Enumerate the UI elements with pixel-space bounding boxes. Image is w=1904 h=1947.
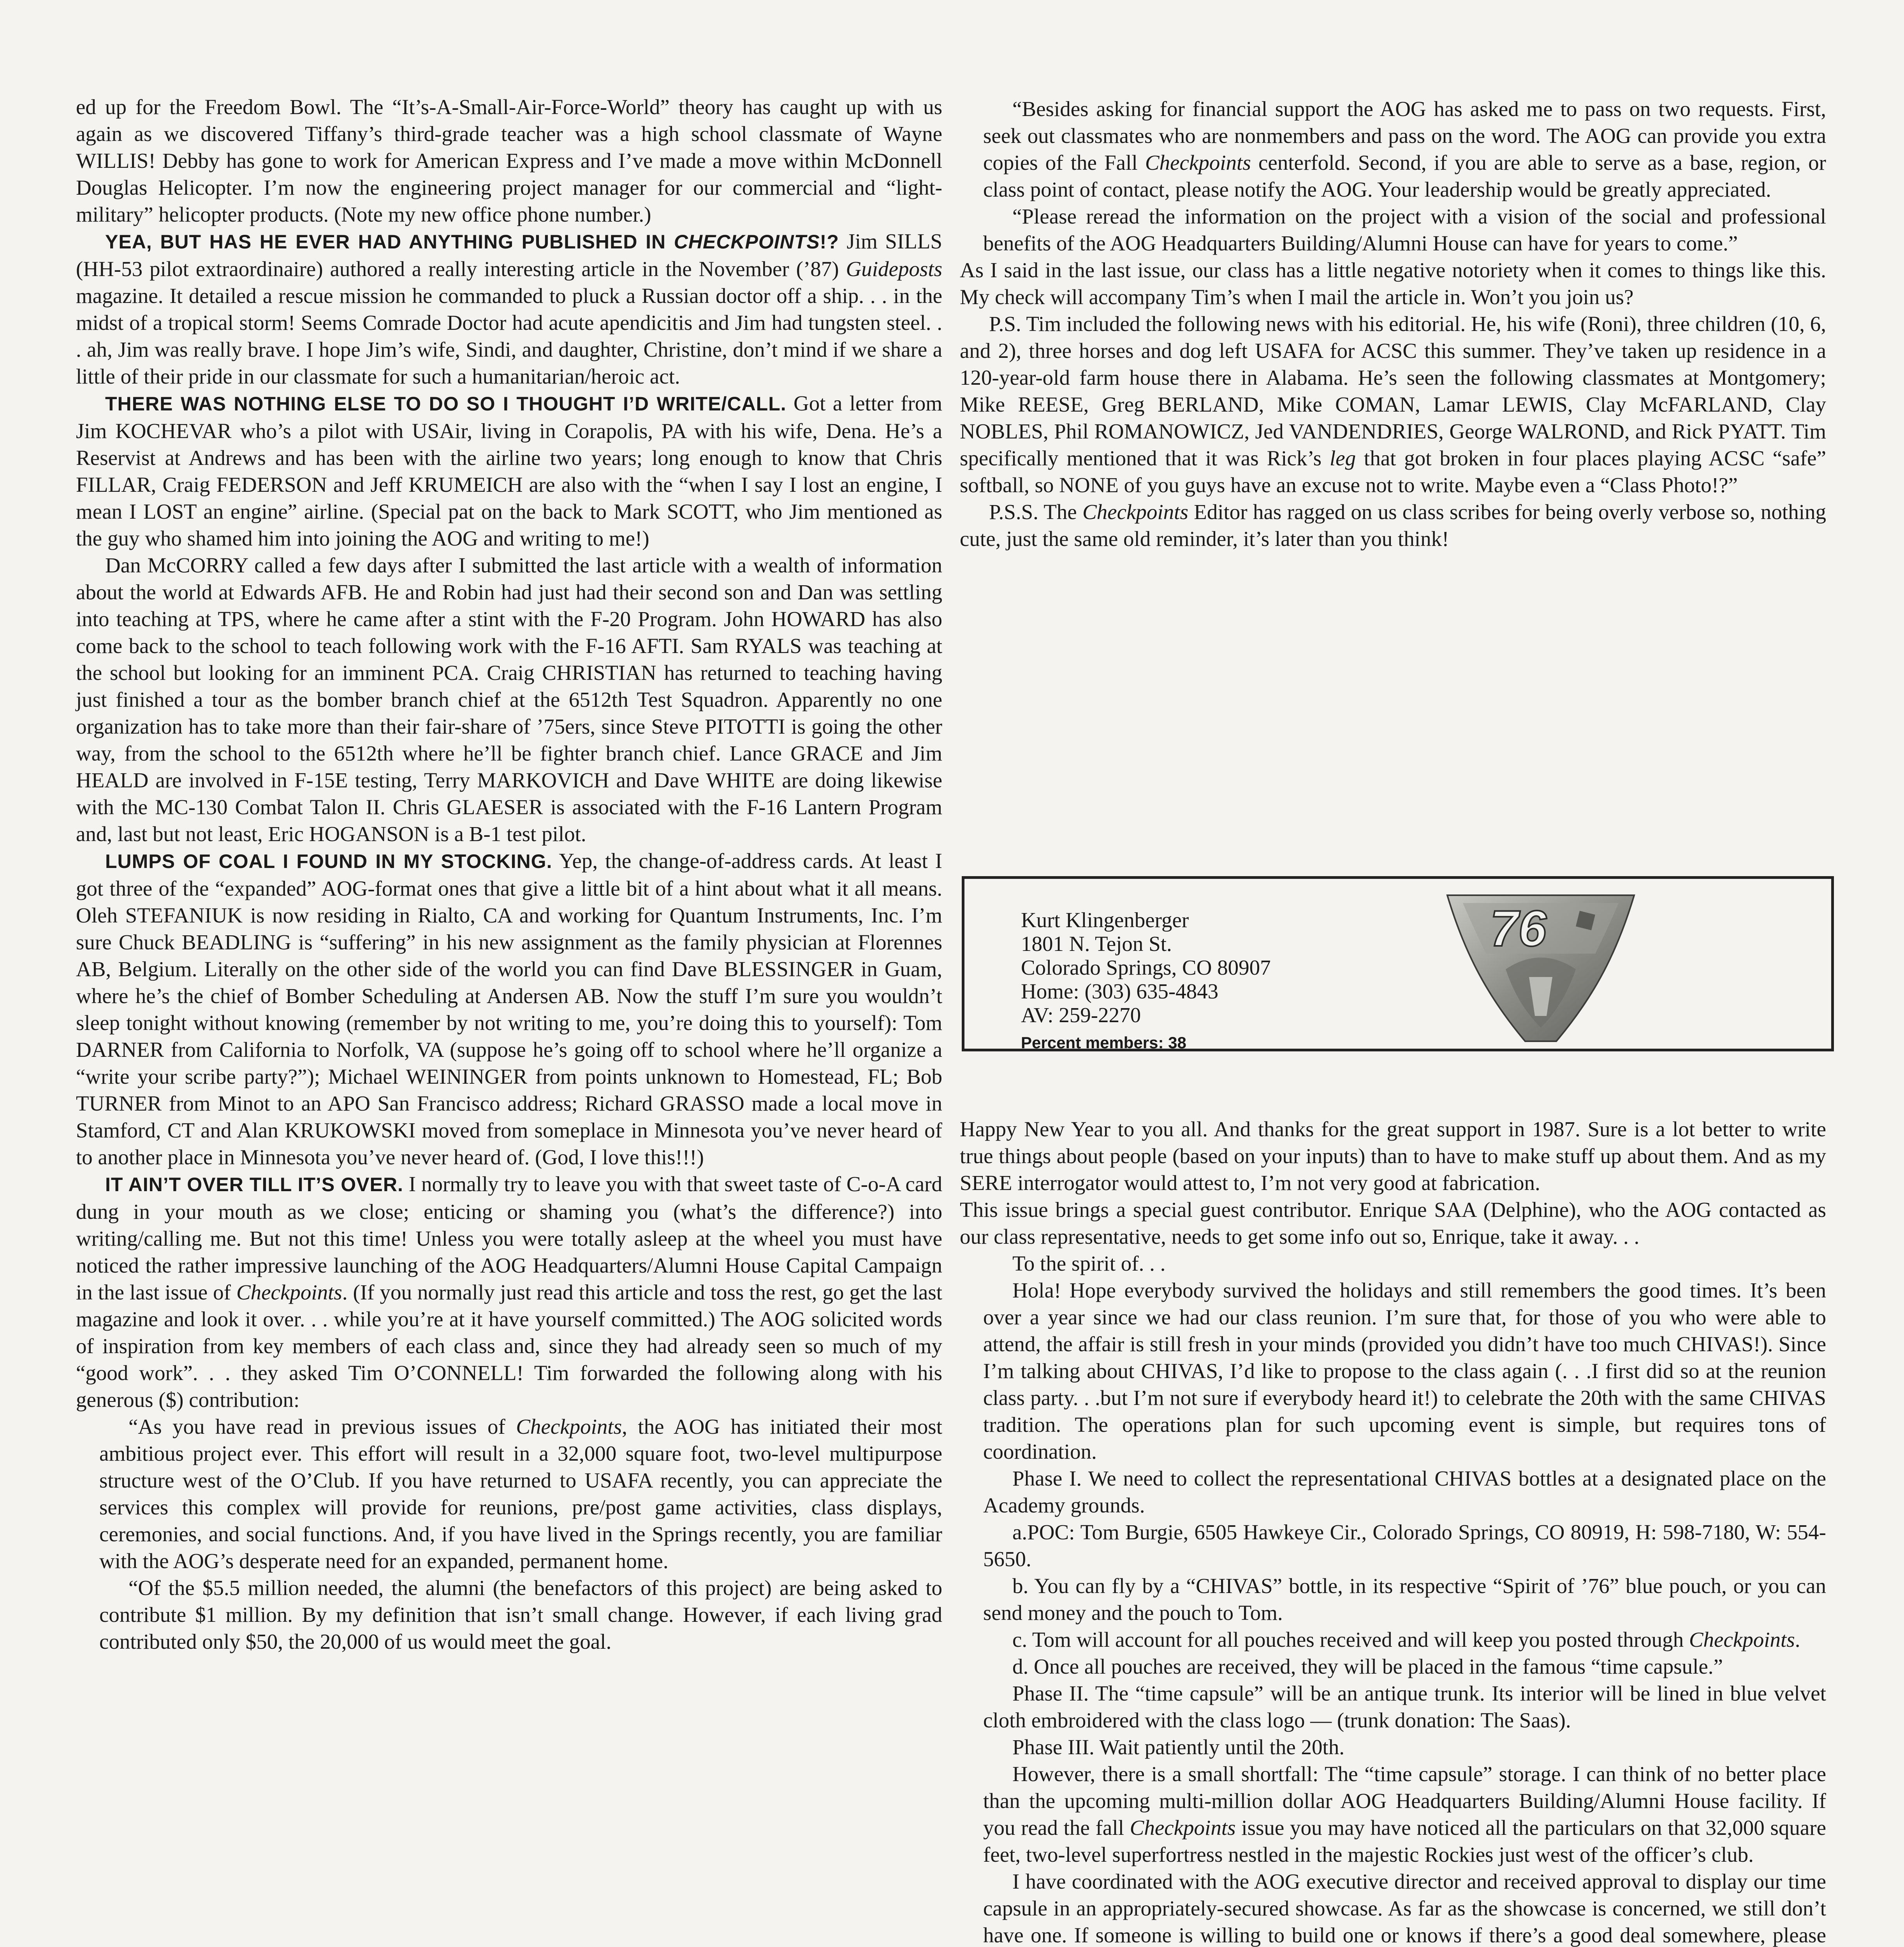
paragraph-hola: Hola! Hope everybody survived the holidays and still remembers the good times. It’s been over a year since we had our class reunion. I’m sure that, for those of you who were able to attend, the affair is still fresh in your minds (provided you didn’t have too much CHIVAS!). Since I’m talking about CHIVAS, I’d like to propose to the class again (. . .I first did so at the reunion class party. . .but I’m not sure if everybody heard it!) to celebrate the 20th with the same CHIVAS tradition. The operations plan for such upcoming event is simple, but requires tons of coordination.	[983, 1278, 1826, 1463]
paragraph-phase-3: Phase III. Wait patiently until the 20th.	[1012, 1735, 1345, 1759]
svg-text:76: 76	[1490, 900, 1547, 957]
paragraph-published: YEA, BUT HAS HE EVER HAD ANYTHING PUBLISHED IN CHECKPOINTS!? Jim SILLS (HH-53 pilot extraordinaire) authored a really interesting article in the November (’87) Guideposts magazine. It detailed a rescue mission he commanded to pluck a Russian doctor off a ship. . . in the midst of a tropical storm! Seems Comrade Doctor had acute apendicitis and Jim had tungsten steel. . . ah, Jim was really brave. I hope Jim’s wife, Sindi, and daughter, Christine, don’t mind if we share a little of their pride in our classmate for such a humanitarian/heroic act.	[76, 229, 942, 388]
section-heading: IT AIN’T OVER TILL IT’S OVER.	[105, 1174, 403, 1195]
scribe-contact	[1021, 908, 1271, 1054]
paragraph-step-b: b. You can fly by a “CHIVAS” bottle, in its respective “Spirit of ’76” blue pouch, or you can send money and the pouch to Tom.	[983, 1574, 1826, 1625]
paragraph-poc: a.POC: Tom Burgie, 6505 Hawkeye Cir., Colorado Springs, CO 80919, H: 598-7180, W: 554-5650.	[983, 1520, 1826, 1571]
section-heading: YEA, BUT HAS HE EVER HAD ANYTHING PUBLISHED IN CHECKPOINTS!?	[105, 231, 839, 253]
quote-paragraph: “Besides asking for financial support the AOG has asked me to pass on two requests. First, seek out classmates who are nonmembers and pass on the word. The AOG can provide you extra copies of the Fall Checkpoints centerfold. Second, if you are able to serve as a base, region, or class point of contact, please notify the AOG. Your leadership would be greatly appreciated.	[983, 97, 1826, 201]
paragraph-step-c: c. Tom will account for all pouches received and will keep you posted through Checkpoints.	[1012, 1628, 1800, 1651]
paragraph-step-d: d. Once all pouches are received, they will be placed in the famous “time capsule.”	[1012, 1655, 1723, 1678]
left-column	[76, 93, 942, 1655]
right-column-bottom	[960, 1116, 1826, 1947]
scribe-av-phone: AV: 259-2270	[1021, 1003, 1141, 1027]
paragraph-aint-over: IT AIN’T OVER TILL IT’S OVER. I normally try to leave you with that sweet taste of C-o-A card dung in your mouth as we close; enticing or shaming you (what’s the difference?) into writing/calling me. But not this time! Unless you were totally asleep at the wheel you must have noticed the rather impressive launching of the AOG Headquarters/Alumni House Capital Campaign in the last issue of Checkpoints. (If you normally just read this article and toss the rest, go get the last magazine and look it over. . . while you’re at it have yourself committed.) The AOG solicited words of inspiration from key members of each class and, since they had already seen so much of my “good work”. . . they asked Tim O’CONNELL! Tim forwarded the following along with his generous ($) contribution:	[76, 1172, 943, 1412]
scribe-street: 1801 N. Tejon St.	[1021, 932, 1172, 956]
paragraph-edwards: Dan McCORRY called a few days after I submitted the last article with a wealth of information about the world at Edwards AFB. He and Robin had just had their second son and Dan was settling into teaching at TPS, where he came after a stint with the F-20 Program. John HOWARD has also come back to the school to teach following work with the F-16 AFTI. Sam RYALS was teaching at the school but looking for an imminent PCA. Craig CHRISTIAN has returned to teaching having just finished a tour as the bomber branch chief at the 6512th Test Squadron. Apparently no one organization has to take more than their fair-share of ’75ers, since Steve PITOTTI is going the other way, from the school to the 6512th where he’ll be fighter branch chief. Lance GRACE and Jim HEALD are involved in F-15E testing, Terry MARKOVICH and Dave WHITE are doing likewise with the MC-130 Combat Talon II. Chris GLAESER is associated with the F-16 Lantern Program and, last but not least, Eric HOGANSON is a B-1 test pilot.	[76, 553, 942, 846]
paragraph-write-call: THERE WAS NOTHING ELSE TO DO SO I THOUGHT I’D WRITE/CALL. Got a letter from Jim KOCHEVAR who’s a pilot with USAir, living in Corapolis, PA with his wife, Dena. He’s a Reservist at Andrews and has been with the airline two years; long enough to know that Chris FILLAR, Craig FEDERSON and Jeff KRUMEICH are also with the “when I say I lost an engine, I mean I LOST an engine” airline. (Special pat on the back to Mark SCOTT, who Jim mentioned as the guy who shamed him into joining the AOG and writing to me!)	[76, 391, 942, 550]
quote-paragraph: “Of the $5.5 million needed, the alumni (the benefactors of this project) are being asked to contribute $1 million. By my definition that isn’t small change. However, if each living grad contributed only $50, the 20,000 of us would meet the goal.	[99, 1576, 942, 1653]
class-crest-icon	[1439, 887, 1642, 1047]
paragraph-negative-notoriety: As I said in the last issue, our class has a little negative notoriety when it comes to things like this. My check will accompany Tim’s when I mail the article in. Won’t you join us?	[960, 258, 1826, 309]
scribe-home-phone: Home: (303) 635-4843	[1021, 979, 1219, 1003]
quote-paragraph: “Please reread the information on the project with a vision of the social and professional benefits of the AOG Headquarters Building/Alumni House can have for years to come.”	[983, 204, 1826, 255]
paragraph-ps: P.S. Tim included the following news with his editorial. He, his wife (Roni), three children (10, 6, and 2), three horses and dog left USAFA for ACSC this summer. They’ve taken up residence in a 120-year-old farm house there in Alabama. He’s seen the following classmates at Montgomery; Mike REESE, Greg BERLAND, Mike COMAN, Lamar LEWIS, Clay McFARLAND, Clay NOBLES, Phil ROMANOWICZ, Jed VANDENDRIES, George WALROND, and Rick PYATT. Tim specifically mentioned that it was Rick’s leg that got broken in four places playing ACSC “safe” softball, so NONE of you guys have an excuse not to write. Maybe even a “Class Photo!?”	[960, 312, 1826, 497]
paragraph-pss: P.S.S. The Checkpoints Editor has ragged on us class scribes for being overly verbose so, nothing cute, just the same old reminder, it’s later than you think!	[960, 500, 1826, 551]
paragraph-phase-1: Phase I. We need to collect the representational CHIVAS bottles at a designated place on the Academy grounds.	[983, 1466, 1826, 1517]
paragraph-shortfall: However, there is a small shortfall: The “time capsule” storage. I can think of no better place than the upcoming multi-million dollar AOG Headquarters Building/Alumni House facility. If you read the fall Checkpoints issue you may have noticed all the particulars on that 32,000 square feet, two-level superfortress nestled in the majestic Rockies just west of the officer’s club.	[983, 1762, 1826, 1866]
section-heading: THERE WAS NOTHING ELSE TO DO SO I THOUGHT I’D WRITE/CALL.	[105, 393, 787, 415]
class-scribe-box	[962, 876, 1834, 1051]
paragraph-lumps-of-coal: LUMPS OF COAL I FOUND IN MY STOCKING. Yep, the change-of-address cards. At least I got three of the “expanded” AOG-format ones that give a little bit of a hint about what it all means. Oleh STEFANIUK is now residing in Rialto, CA and working for Quantum Instruments, Inc. I’m sure Chuck BEADLING is “suffering” in his new assignment as the family physician at Florennes AB, Belgium. Literally on the other side of the world you can find Dave BLESSINGER in Guam, where he’s the chief of Bomber Scheduling at Andersen AB. Now the stuff I’m sure you wouldn’t sleep tonight without knowing (remember by not writing to me, you’re doing this to yourself): Tom DARNER from California to Norfolk, VA (suppose he’s going off to school where he’ll organize a “write your scribe party?”); Michael WEININGER from points unknown to Homestead, FL; Bob TURNER from Minot to an APO San Francisco address; Richard GRASSO made a local move in Stamford, CT and Alan KRUKOWSKI moved from someplace in Minnesota you’ve never heard of to another place in Minnesota you’ve never heard of. (God, I love this!!!)	[76, 849, 942, 1169]
paragraph-happy-new-year: Happy New Year to you all. And thanks for the great support in 1987. Sure is a lot better to write true things about people (based on your inputs) than to have to make stuff up about them. And as my SERE interrogator would attest to, I’m not very good at fabrication.	[960, 1117, 1826, 1195]
scribe-city: Colorado Springs, CO 80907	[1021, 956, 1271, 979]
quote-paragraph: “As you have read in previous issues of Checkpoints, the AOG has initiated their most ambitious project ever. This effort will result in a 32,000 square foot, two-level multipurpose structure west of the O’Club. If you have returned to USAFA recently, you can appreciate the services this complex will provide for reunions, pre/post game activities, class displays, ceremonies, and social functions. And, if you have lived in the Springs recently, you are familiar with the AOG’s desperate need for an expanded, permanent home.	[99, 1415, 942, 1573]
percent-members: Percent members: 38	[1021, 1033, 1186, 1052]
paragraph-freedom-bowl: ed up for the Freedom Bowl. The “It’s-A-Small-Air-Force-World” theory has caught up with us again as we discovered Tiffany’s third-grade teacher was a high school classmate of Wayne WILLIS! Debby has gone to work for American Express and I’ve made a move within McDonnell Douglas Helicopter. I’m now the engineering project manager for our commercial and “light-military” helicopter products. (Note my new office phone number.)	[76, 95, 942, 226]
paragraph-showcase: I have coordinated with the AOG executive director and received approval to display our time capsule in an appropriately-secured showcase. As far as the showcase is concerned, we still don’t have one. If someone is willing to build one or knows if there’s a good deal somewhere, please	[983, 1870, 1826, 1947]
paragraph-spirit: To the spirit of. . .	[1012, 1252, 1166, 1275]
section-heading: LUMPS OF COAL I FOUND IN MY STOCKING.	[105, 850, 553, 872]
paragraph-guest-contributor: This issue brings a special guest contributor. Enrique SAA (Delphine), who the AOG contacted as our class representative, needs to get some info out so, Enrique, take it away. . .	[960, 1198, 1826, 1248]
scribe-name: Kurt Klingenberger	[1021, 908, 1189, 932]
paragraph-phase-2: Phase II. The “time capsule” will be an antique trunk. Its interior will be lined in blue velvet cloth embroidered with the class logo — (trunk donation: The Saas).	[983, 1681, 1826, 1732]
right-column-top	[960, 95, 1826, 552]
